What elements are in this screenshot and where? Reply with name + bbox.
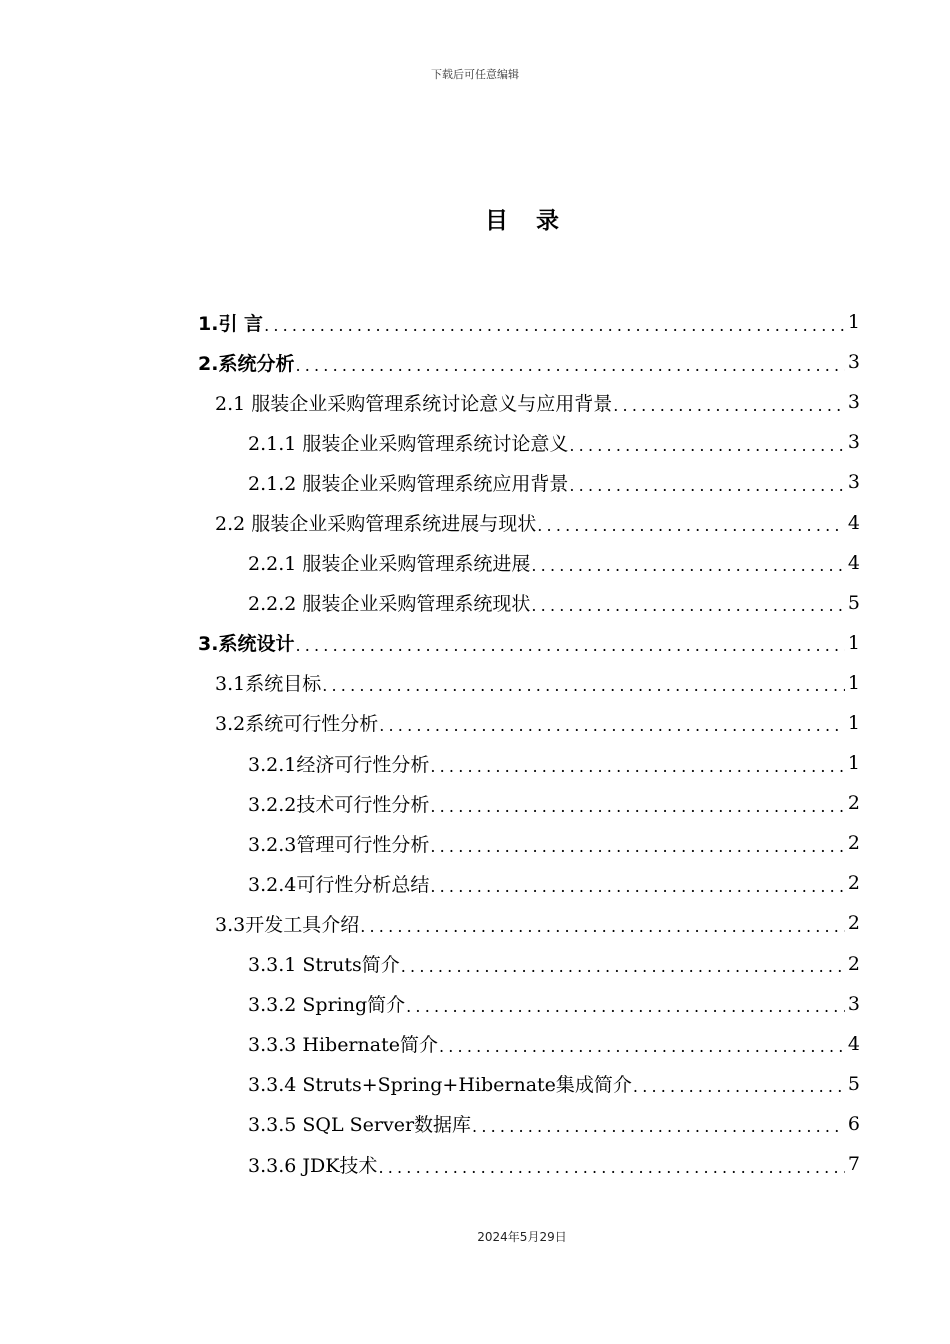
- toc-entry-page: 1: [847, 311, 860, 334]
- toc-entry-label: 1.引 言: [198, 312, 264, 335]
- toc-dot-leader: [472, 1117, 845, 1136]
- toc-entry[interactable]: [198, 462, 860, 502]
- toc-entry[interactable]: [198, 342, 860, 382]
- toc-dot-leader: [430, 757, 845, 776]
- toc-dot-leader: [633, 1077, 845, 1096]
- toc-entry[interactable]: [198, 1024, 860, 1064]
- toc-entry[interactable]: [198, 944, 860, 984]
- page-header-note: 下载后可任意编辑: [431, 68, 519, 81]
- toc-entry-page: 4: [847, 1032, 860, 1055]
- toc-dot-leader: [264, 316, 845, 335]
- toc-entry-page: 3: [847, 471, 860, 494]
- toc-entry-page: 2: [847, 952, 860, 975]
- toc-entry-label: 2.1.1 服装企业采购管理系统讨论意义: [248, 432, 569, 455]
- toc-entry-label: 3.3.6 JDK技术: [248, 1154, 378, 1177]
- toc-dot-leader: [569, 436, 845, 455]
- toc-entry-page: 4: [847, 511, 860, 534]
- toc-entry-label: 3.3.4 Struts+Spring+Hibernate集成简介: [248, 1074, 632, 1097]
- toc-entry-label: 3.2.2技术可行性分析: [248, 793, 430, 816]
- toc-entry-label: 2.2 服装企业采购管理系统进展与现状: [215, 513, 537, 536]
- toc-entry-label: 2.系统分析: [198, 352, 295, 375]
- toc-entry-page: 2: [847, 792, 860, 815]
- toc-entry[interactable]: [198, 382, 860, 422]
- toc-entry-label: 3.3.5 SQL Server数据库: [248, 1114, 472, 1137]
- toc-entry-label: 3.3.1 Struts简介: [248, 954, 400, 977]
- toc-entry-page: 4: [847, 551, 860, 574]
- toc-entry-page: 5: [847, 591, 860, 614]
- toc-entry-label: 2.1 服装企业采购管理系统讨论意义与应用背景: [215, 392, 613, 415]
- toc-entry[interactable]: [198, 743, 860, 783]
- toc-entry[interactable]: [198, 903, 860, 943]
- toc-entry[interactable]: [198, 663, 860, 703]
- toc-dot-leader: [430, 877, 845, 896]
- toc-entry-page: 1: [847, 631, 860, 654]
- toc-entry[interactable]: [198, 783, 860, 823]
- page-footer-date: 2024年5月29日: [477, 1230, 567, 1244]
- toc-dot-leader: [430, 837, 845, 856]
- toc-entry[interactable]: [198, 502, 860, 542]
- toc-entry[interactable]: [198, 623, 860, 663]
- toc-entry-label: 2.1.2 服装企业采购管理系统应用背景: [248, 472, 569, 495]
- toc-entry-page: 2: [847, 832, 860, 855]
- toc-entry-label: 3.3开发工具介绍: [215, 913, 360, 936]
- toc-entry[interactable]: [198, 703, 860, 743]
- toc-entry-label: 3.2.3管理可行性分析: [248, 833, 430, 856]
- toc-dot-leader: [379, 716, 845, 735]
- toc-entry-label: 3.3.2 Spring简介: [248, 994, 406, 1017]
- toc-entry-page: 3: [847, 992, 860, 1015]
- toc-entry[interactable]: [198, 583, 860, 623]
- toc-entry[interactable]: [198, 823, 860, 863]
- toc-entry-label: 3.2系统可行性分析: [215, 713, 379, 736]
- table-of-contents: [198, 302, 860, 1184]
- toc-entry-page: 6: [847, 1112, 860, 1135]
- toc-entry[interactable]: [198, 422, 860, 462]
- toc-entry-page: 3: [847, 391, 860, 414]
- toc-entry[interactable]: [198, 543, 860, 583]
- toc-dot-leader: [439, 1037, 845, 1056]
- toc-entry-page: 5: [847, 1072, 860, 1095]
- toc-entry[interactable]: [198, 863, 860, 903]
- toc-entry-page: 3: [847, 431, 860, 454]
- toc-entry-page: 2: [847, 912, 860, 935]
- toc-entry-page: 1: [847, 671, 860, 694]
- toc-dot-leader: [569, 476, 845, 495]
- toc-dot-leader: [531, 556, 845, 575]
- toc-dot-leader: [360, 917, 845, 936]
- toc-dot-leader: [613, 396, 845, 415]
- toc-entry[interactable]: [198, 1144, 860, 1184]
- toc-entry[interactable]: [198, 984, 860, 1024]
- toc-dot-leader: [295, 356, 844, 375]
- toc-entry-label: 3.2.1经济可行性分析: [248, 753, 430, 776]
- toc-entry[interactable]: [198, 1104, 860, 1144]
- toc-entry-page: 3: [847, 351, 860, 374]
- toc-title: 目录: [485, 208, 587, 234]
- toc-entry-label: 2.2.1 服装企业采购管理系统进展: [248, 553, 531, 576]
- toc-entry-page: 1: [847, 752, 860, 775]
- toc-entry-page: 7: [847, 1153, 860, 1176]
- toc-dot-leader: [531, 596, 845, 615]
- toc-entry-label: 2.2.2 服装企业采购管理系统现状: [248, 593, 531, 616]
- toc-entry-label: 3.系统设计: [198, 633, 295, 656]
- toc-dot-leader: [401, 957, 845, 976]
- toc-entry-page: 1: [847, 711, 860, 734]
- toc-dot-leader: [406, 997, 845, 1016]
- toc-entry-label: 3.2.4可行性分析总结: [248, 873, 430, 896]
- toc-dot-leader: [430, 797, 845, 816]
- toc-entry-label: 3.3.3 Hibernate简介: [248, 1034, 438, 1057]
- toc-dot-leader: [378, 1158, 844, 1177]
- toc-dot-leader: [295, 636, 844, 655]
- toc-entry[interactable]: [198, 302, 860, 342]
- toc-entry[interactable]: [198, 1064, 860, 1104]
- toc-dot-leader: [322, 676, 845, 695]
- toc-entry-page: 2: [847, 872, 860, 895]
- toc-dot-leader: [537, 516, 845, 535]
- toc-entry-label: 3.1系统目标: [215, 673, 322, 696]
